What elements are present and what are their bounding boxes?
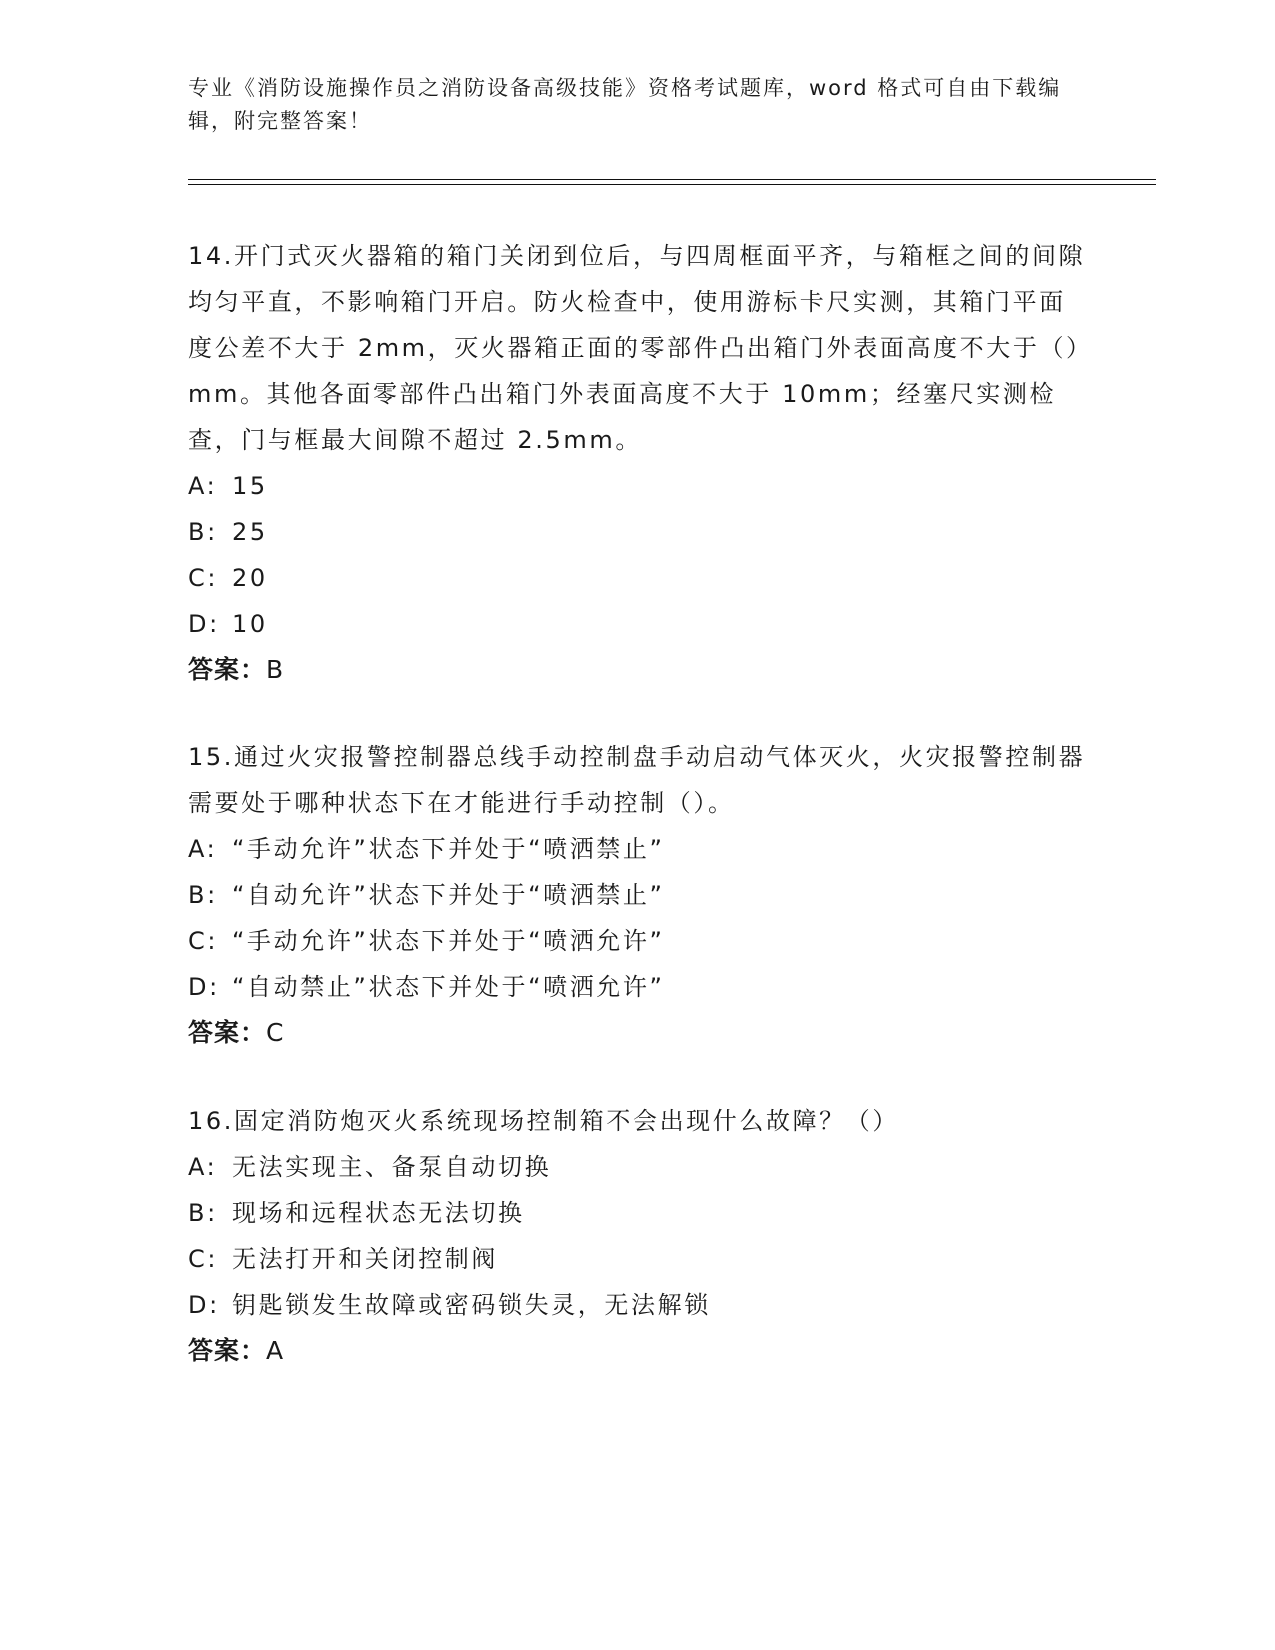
option-key: D:: [188, 973, 220, 1001]
document-header: 专业《消防设施操作员之消防设备高级技能》资格考试题库，word 格式可自由下载编辑，附完整答案！: [188, 76, 1062, 133]
answer-value: C: [266, 1018, 285, 1047]
option-value: “自动禁止”状态下并处于“喷洒允许”: [232, 973, 665, 1001]
option-b: [188, 1190, 1088, 1236]
option-key: A:: [188, 1153, 218, 1181]
option-key: B:: [188, 1199, 218, 1227]
answer-line: [188, 1328, 1088, 1374]
option-a: [188, 826, 1088, 872]
option-value: 现场和远程状态无法切换: [232, 1199, 525, 1227]
option-d: [188, 601, 1088, 647]
question-15: [188, 734, 1088, 1056]
option-value: 15: [232, 472, 268, 500]
option-key: D:: [188, 610, 220, 638]
question-14: [188, 233, 1088, 693]
option-value: “手动允许”状态下并处于“喷洒禁止”: [232, 835, 665, 863]
option-key: C:: [188, 1245, 219, 1273]
option-value: 无法打开和关闭控制阀: [232, 1245, 498, 1273]
option-b: [188, 509, 1088, 555]
option-value: “手动允许”状态下并处于“喷洒允许”: [232, 927, 665, 955]
option-key: A:: [188, 835, 218, 863]
option-key: A:: [188, 472, 218, 500]
option-value: 钥匙锁发生故障或密码锁失灵，无法解锁: [232, 1291, 711, 1319]
option-value: 无法实现主、备泵自动切换: [232, 1153, 552, 1181]
answer-value: B: [266, 655, 285, 684]
option-c: [188, 555, 1088, 601]
header-divider-bottom: [188, 184, 1156, 185]
question-16: [188, 1098, 1088, 1374]
answer-label: 答案：: [188, 655, 267, 684]
option-d: [188, 964, 1088, 1010]
option-value: “自动允许”状态下并处于“喷洒禁止”: [232, 881, 665, 909]
option-c: [188, 918, 1088, 964]
answer-line: [188, 647, 1088, 693]
question-text: 14.开门式灭火器箱的箱门关闭到位后，与四周框面平齐，与箱框之间的间隙均匀平直，不影响箱门开启。防火检查中，使用游标卡尺实测，其箱门平面度公差不大于 2mm，灭火器箱正面的零部件凸出箱门外表面高度不大于（）mm。其他各面零部件凸出箱门外表面高度不大于 10mm；经塞尺实测检查，门与框最大间隙不超过 2.5mm。: [188, 242, 1086, 454]
answer-label: 答案：: [188, 1336, 267, 1365]
option-a: [188, 463, 1088, 509]
option-key: B:: [188, 881, 218, 909]
question-text: 15.通过火灾报警控制器总线手动控制盘手动启动气体灭火，火灾报警控制器需要处于哪种状态下在才能进行手动控制（）。: [188, 743, 1086, 817]
option-key: C:: [188, 927, 219, 955]
answer-line: [188, 1010, 1088, 1056]
question-text: 16.固定消防炮灭火系统现场控制箱不会出现什么故障？（）: [188, 1107, 899, 1135]
option-key: B:: [188, 518, 218, 546]
header-divider-top: [188, 179, 1156, 180]
option-a: [188, 1144, 1088, 1190]
option-key: D:: [188, 1291, 220, 1319]
option-value: 25: [232, 518, 268, 546]
option-key: C:: [188, 564, 219, 592]
option-c: [188, 1236, 1088, 1282]
answer-value: A: [266, 1336, 285, 1365]
option-value: 20: [232, 564, 268, 592]
option-b: [188, 872, 1088, 918]
option-d: [188, 1282, 1088, 1328]
answer-label: 答案：: [188, 1018, 267, 1047]
option-value: 10: [232, 610, 268, 638]
